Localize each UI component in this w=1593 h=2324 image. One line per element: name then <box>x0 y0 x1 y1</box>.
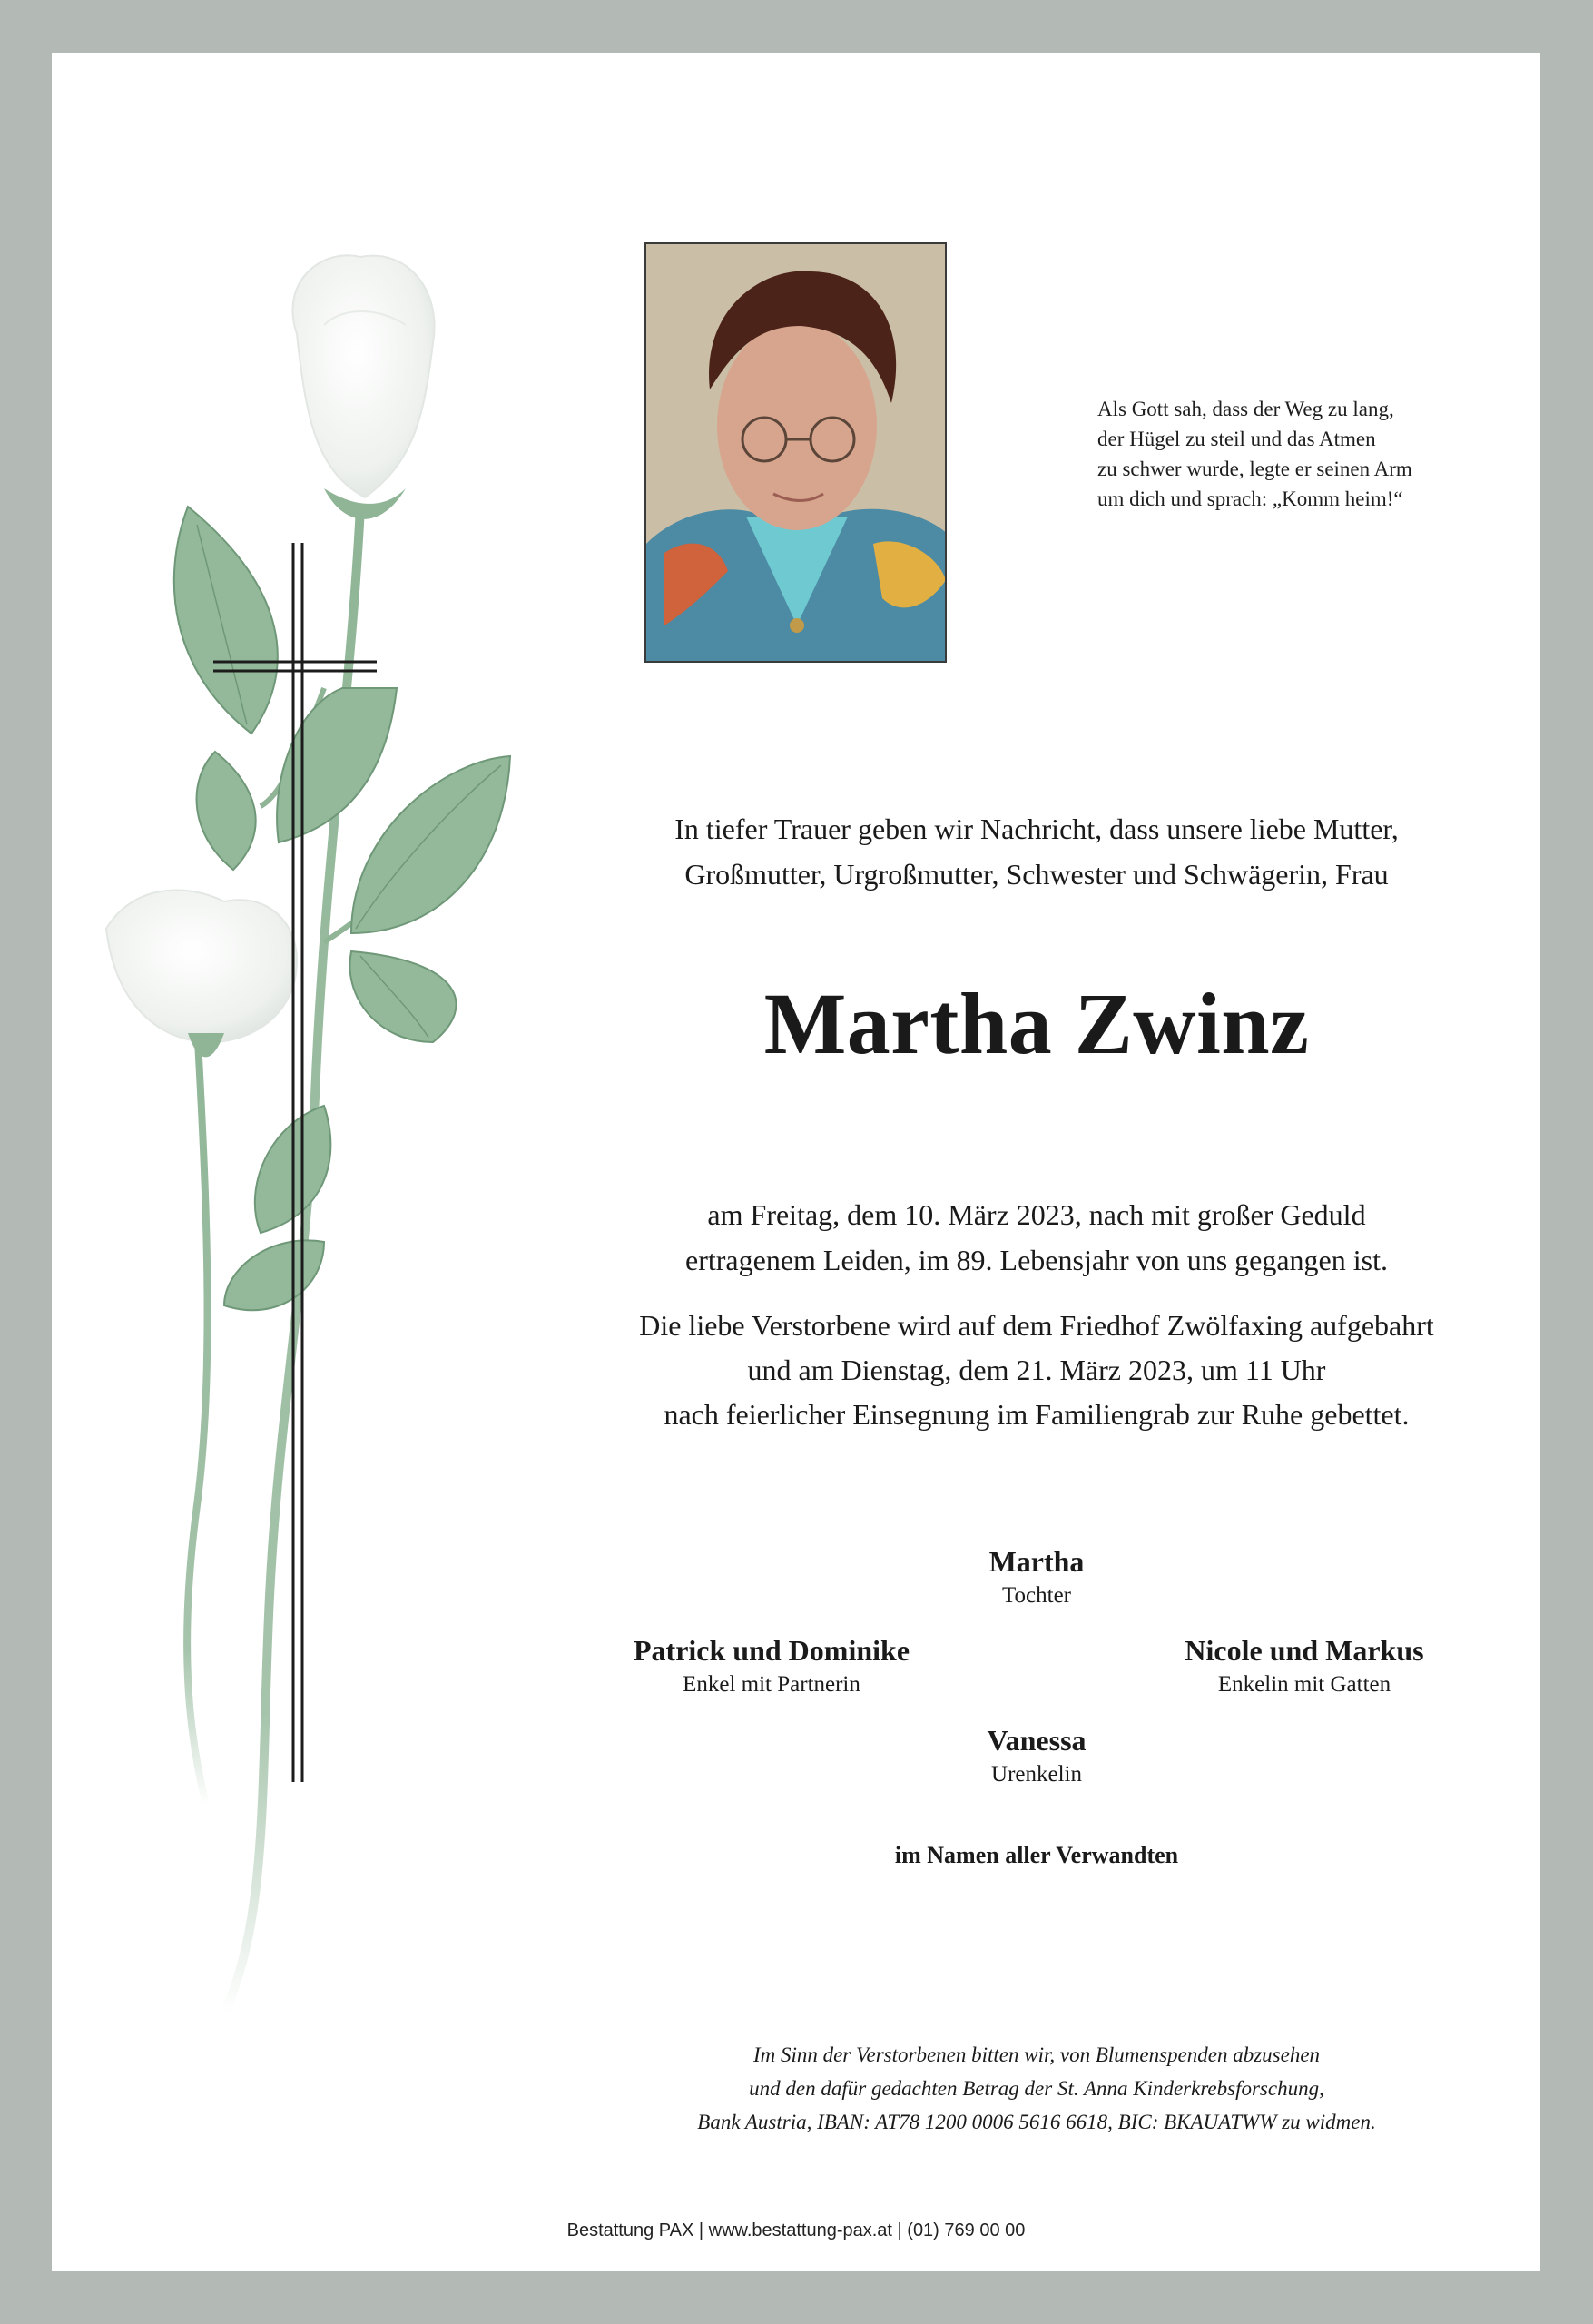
deceased-name: Martha Zwinz <box>763 975 1310 1072</box>
mourner-granddaughter <box>1096 1632 1513 1701</box>
quote-line: um dich und sprach: „Komm heim!“ <box>1097 487 1403 510</box>
obituary-card <box>52 53 1540 2271</box>
mourner-relation: Enkel mit Partnerin <box>683 1672 860 1697</box>
mourner-name: Nicole und Markus <box>1185 1634 1424 1667</box>
portrait-photo <box>644 242 947 663</box>
footer-imprint: Bestattung PAX | www.bestattung-pax.at | (01) 769 00 00 <box>566 2221 1026 2240</box>
donation-note <box>487 2038 1586 2139</box>
quote-line: der Hügel zu steil und das Atmen <box>1097 428 1376 450</box>
rose-lower-bloom <box>106 891 297 1058</box>
mourner-relation: Urenkelin <box>991 1762 1082 1787</box>
funeral-details <box>487 1304 1586 1437</box>
mourner-name: Martha <box>988 1545 1085 1578</box>
note-line: und den dafür gedachten Betrag der St. Anna Kinderkrebsforschung, <box>749 2077 1324 2100</box>
intro-line: In tiefer Trauer geben wir Nachricht, dass unsere liebe Mutter, <box>674 812 1399 845</box>
funeral-line: und am Dienstag, dem 21. März 2023, um 11 Uhr <box>747 1354 1326 1386</box>
quote-line: Als Gott sah, dass der Weg zu lang, <box>1097 398 1394 420</box>
details-line: ertragenem Leiden, im 89. Lebensjahr von uns gegangen ist. <box>685 1244 1388 1276</box>
mourner-name: Patrick und Dominike <box>633 1634 910 1667</box>
mourner-relation: Enkelin mit Gatten <box>1217 1672 1391 1697</box>
announcement-intro <box>487 806 1586 897</box>
poem-quote <box>1097 394 1497 514</box>
death-details <box>487 1192 1586 1283</box>
mourner-grandson <box>563 1632 980 1701</box>
quote-line: zu schwer wurde, legte er seinen Arm <box>1097 458 1412 480</box>
details-line: am Freitag, dem 10. März 2023, nach mit großer Geduld <box>707 1198 1366 1231</box>
portrait-image <box>646 244 947 663</box>
funeral-line: nach feierlicher Einsegnung im Familiengrab zur Ruhe gebettet. <box>664 1398 1410 1431</box>
relatives-line: im Namen aller Verwandten <box>894 1842 1179 1868</box>
mourner-name: Vanessa <box>987 1724 1087 1757</box>
mourner-great-granddaughter <box>828 1722 1245 1791</box>
note-line: Im Sinn der Verstorbenen bitten wir, von Blumenspenden abzusehen <box>752 2043 1321 2066</box>
rose-top-bloom <box>292 255 434 519</box>
mourner-relation: Tochter <box>1002 1583 1071 1608</box>
note-line: Bank Austria, IBAN: AT78 1200 0006 5616 6618, BIC: BKAUATWW zu widmen. <box>697 2111 1376 2133</box>
intro-line: Großmutter, Urgroßmutter, Schwester und Schwägerin, Frau <box>684 858 1389 891</box>
funeral-line: Die liebe Verstorbene wird auf dem Friedhof Zwölfaxing aufgebahrt <box>639 1309 1434 1342</box>
mourner-daughter <box>828 1543 1245 1612</box>
rose-decoration <box>52 53 524 2050</box>
